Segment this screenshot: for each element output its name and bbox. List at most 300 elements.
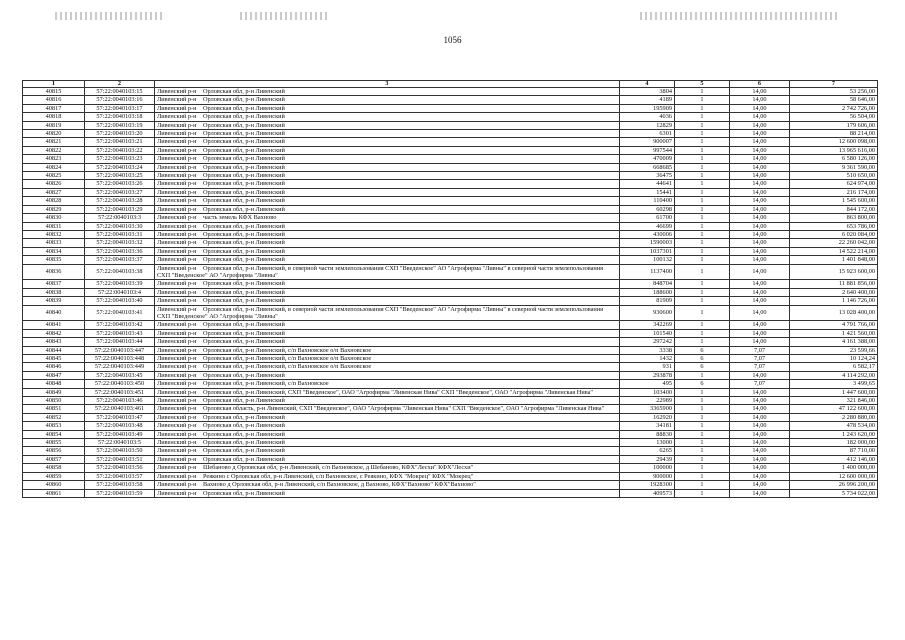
address-text: Орловская область, р-н Ливенский, СХП "Введенское", ОАО "Агрофирма "Ливенская Нива" СХП "Введенское", ОАО "Агрофирма "Ливенская Нива" (203, 405, 605, 413)
value-cell: 12 600 000,00 (790, 472, 878, 480)
address-text: Орловская обл, р-н Ливенский, СХП "Введенское", ОАО "Агрофирма "Ливенская Нива" СХП "Введенское", ОАО "Агрофирма "Ливенская Нива" (203, 388, 593, 396)
district-text: Ливенский р-н (157, 155, 197, 163)
cadastral-number: 57:22:0040103:56 (85, 464, 155, 472)
cadastral-number: 57:22:0040103:46 (85, 397, 155, 405)
category-cell: 1 (675, 405, 730, 413)
area-cell: 4036 (620, 113, 675, 121)
address-text: Орловская обл, р-н Ливенский, с/п Вахновское о/п Вахновское (203, 363, 372, 371)
value-cell: 56 504,00 (790, 113, 878, 121)
district-text: Ливенский р-н (157, 113, 197, 121)
cadastral-number: 57:22:0040103:42 (85, 321, 155, 329)
address-text: Вахново д Орловская обл, р-н Ливенский, с/п Вахновское, д Вахново, КФХ"Вахново" КФХ"Вахново" (203, 481, 476, 489)
value-cell: 2 280 880,00 (790, 413, 878, 421)
category-cell: 1 (675, 280, 730, 288)
address-text: Орловская обл, р-н Ливенский (203, 338, 285, 346)
area-cell: 3338 (620, 346, 675, 354)
location-cell (155, 489, 620, 497)
table-row (23, 355, 878, 363)
district-text: Ливенский р-н (157, 130, 197, 138)
rate-cell: 14,00 (730, 422, 790, 430)
row-number: 40855 (23, 439, 85, 447)
category-cell: 1 (675, 264, 730, 280)
rate-cell: 14,00 (730, 430, 790, 438)
cadastral-number: 57:22:0040103:24 (85, 163, 155, 171)
rate-cell: 14,00 (730, 155, 790, 163)
value-cell: 9 361 590,00 (790, 163, 878, 171)
table-row (23, 288, 878, 296)
rate-cell: 14,00 (730, 230, 790, 238)
cadastral-number: 57:22:0040103:43 (85, 329, 155, 337)
table-row (23, 230, 878, 238)
area-cell: 88830 (620, 430, 675, 438)
area-cell: 6265 (620, 447, 675, 455)
district-text: Ливенский р-н (157, 222, 197, 230)
table-row (23, 371, 878, 379)
row-number: 40850 (23, 397, 85, 405)
address-text: Орловская обл, р-н Ливенский (203, 297, 285, 305)
area-cell: 668685 (620, 163, 675, 171)
cadastral-number: 57:22:0040103:22 (85, 146, 155, 154)
category-cell: 1 (675, 104, 730, 112)
value-cell: 6 020 084,00 (790, 230, 878, 238)
address-text: Орловская обл, р-н Ливенский (203, 104, 285, 112)
area-cell: 297242 (620, 338, 675, 346)
area-cell: 3804 (620, 88, 675, 96)
table-row (23, 430, 878, 438)
cadastral-number: 57:22:0040103:40 (85, 297, 155, 305)
value-cell: 22 260 042,00 (790, 239, 878, 247)
category-cell: 1 (675, 188, 730, 196)
value-cell: 3 499,65 (790, 380, 878, 388)
district-text: Ливенский р-н (157, 481, 197, 489)
land-registry-table (22, 80, 878, 498)
table-row (23, 422, 878, 430)
address-text: Орловская обл, р-н Ливенский (203, 138, 285, 146)
area-cell: 100132 (620, 256, 675, 264)
rate-cell: 14,00 (730, 338, 790, 346)
location-cell (155, 455, 620, 463)
table-row (23, 264, 878, 280)
category-cell: 1 (675, 180, 730, 188)
table-row (23, 163, 878, 171)
address-text: Орловская обл, р-н Ливенский (203, 413, 285, 421)
table-row (23, 88, 878, 96)
area-cell: 495 (620, 380, 675, 388)
address-text: Реякино с Орловская обл, р-н Ливенский, с/п Вахновское, с Реякино, КФХ "Мокрец" КФХ "Мокрец" (203, 472, 474, 480)
row-number: 40827 (23, 188, 85, 196)
rate-cell: 14,00 (730, 188, 790, 196)
cadastral-number: 57:22:0040103:29 (85, 205, 155, 213)
category-cell: 1 (675, 256, 730, 264)
district-text: Ливенский р-н (157, 329, 197, 337)
category-cell: 1 (675, 197, 730, 205)
row-number: 40851 (23, 405, 85, 413)
row-number: 40828 (23, 197, 85, 205)
value-cell: 26 996 200,00 (790, 481, 878, 489)
district-text: Ливенский р-н (157, 422, 197, 430)
category-cell: 1 (675, 121, 730, 129)
rate-cell: 14,00 (730, 329, 790, 337)
category-cell: 1 (675, 481, 730, 489)
rate-cell: 14,00 (730, 121, 790, 129)
row-number: 40830 (23, 214, 85, 222)
category-cell: 1 (675, 439, 730, 447)
value-cell: 510 650,00 (790, 172, 878, 180)
category-cell: 1 (675, 230, 730, 238)
area-cell: 900000 (620, 472, 675, 480)
row-number: 40832 (23, 230, 85, 238)
col-header-3: 3 (155, 81, 620, 88)
cadastral-number: 57:22:0040103:57 (85, 472, 155, 480)
address-text: Орловская обл, р-н Ливенский (203, 188, 285, 196)
location-cell (155, 297, 620, 305)
rate-cell: 14,00 (730, 280, 790, 288)
rate-cell: 14,00 (730, 113, 790, 121)
table-row (23, 121, 878, 129)
table-row (23, 472, 878, 480)
address-text: Орловская обл, р-н Ливенский (203, 239, 285, 247)
category-cell: 1 (675, 146, 730, 154)
district-text: Ливенский р-н (157, 430, 197, 438)
area-cell: 930600 (620, 305, 675, 321)
category-cell: 1 (675, 96, 730, 104)
rate-cell: 7,07 (730, 380, 790, 388)
row-number: 40820 (23, 130, 85, 138)
location-cell (155, 104, 620, 112)
row-number: 40836 (23, 264, 85, 280)
row-number: 40835 (23, 256, 85, 264)
value-cell: 321 846,00 (790, 397, 878, 405)
cadastral-number: 57:22:0040103:3 (85, 214, 155, 222)
area-cell: 103400 (620, 388, 675, 396)
location-cell (155, 397, 620, 405)
col-header-6: 6 (730, 81, 790, 88)
district-text: Ливенский р-н (157, 455, 197, 463)
district-text: Ливенский р-н (157, 472, 197, 480)
table-row (23, 305, 878, 321)
district-text: Ливенский р-н (157, 280, 197, 288)
value-cell: 179 606,00 (790, 121, 878, 129)
col-header-1: 1 (23, 81, 85, 88)
area-cell: 848704 (620, 280, 675, 288)
location-cell (155, 113, 620, 121)
category-cell: 1 (675, 113, 730, 121)
cadastral-number: 57:22:0040103:23 (85, 155, 155, 163)
value-cell: 12 600 098,00 (790, 138, 878, 146)
location-cell (155, 321, 620, 329)
category-cell: 1 (675, 297, 730, 305)
table-row (23, 96, 878, 104)
row-number: 40840 (23, 305, 85, 321)
category-cell: 1 (675, 338, 730, 346)
col-header-2: 2 (85, 81, 155, 88)
rate-cell: 14,00 (730, 146, 790, 154)
location-cell (155, 280, 620, 288)
district-text: Ливенский р-н (157, 297, 197, 305)
area-cell: 162920 (620, 413, 675, 421)
rate-cell: 14,00 (730, 222, 790, 230)
rate-cell: 14,00 (730, 104, 790, 112)
cadastral-number: 57:22:0040103:20 (85, 130, 155, 138)
row-number: 40823 (23, 155, 85, 163)
row-number: 40848 (23, 380, 85, 388)
rate-cell: 14,00 (730, 256, 790, 264)
address-text: Орловская обл, р-н Ливенский (203, 288, 285, 296)
row-number: 40849 (23, 388, 85, 396)
category-cell: 6 (675, 380, 730, 388)
table-row (23, 256, 878, 264)
row-number: 40841 (23, 321, 85, 329)
cadastral-number: 57:22:0040103:38 (85, 264, 155, 280)
address-text: Орловская обл, р-н Ливенский (203, 422, 285, 430)
district-text: Ливенский р-н (157, 96, 197, 104)
location-cell (155, 264, 620, 280)
category-cell: 1 (675, 472, 730, 480)
value-cell: 2 640 400,00 (790, 288, 878, 296)
scan-noise-right (640, 12, 840, 20)
table-row (23, 247, 878, 255)
district-text: Ливенский р-н (157, 413, 197, 421)
rate-cell: 14,00 (730, 297, 790, 305)
value-cell: 182 000,00 (790, 439, 878, 447)
value-cell: 1 146 726,00 (790, 297, 878, 305)
location-cell (155, 180, 620, 188)
table-row (23, 321, 878, 329)
value-cell: 412 146,00 (790, 455, 878, 463)
area-cell: 470009 (620, 155, 675, 163)
table-row (23, 380, 878, 388)
district-text: Ливенский р-н (157, 464, 197, 472)
address-text: Орловская обл, р-н Ливенский (203, 329, 285, 337)
row-number: 40854 (23, 430, 85, 438)
area-cell: 81909 (620, 297, 675, 305)
cadastral-number: 57:22:0040103:450 (85, 380, 155, 388)
row-number: 40825 (23, 172, 85, 180)
value-cell: 653 786,00 (790, 222, 878, 230)
address-text: Орловская обл, р-н Ливенский (203, 430, 285, 438)
rate-cell: 14,00 (730, 455, 790, 463)
category-cell: 1 (675, 447, 730, 455)
table-row (23, 138, 878, 146)
area-cell: 430006 (620, 230, 675, 238)
address-text: Орловская обл, р-н Ливенский, с/п Вахновское о/п Вахновское (203, 346, 372, 354)
category-cell: 1 (675, 430, 730, 438)
district-text: Ливенский р-н (157, 355, 197, 362)
district-text: Ливенский р-н (157, 104, 197, 112)
address-text: Орловская обл, р-н Ливенский (203, 96, 285, 104)
cadastral-number: 57:22:0040103:41 (85, 305, 155, 321)
cadastral-number: 57:22:0040103:16 (85, 96, 155, 104)
address-text: Орловская обл, р-н Ливенский (203, 113, 285, 121)
category-cell: 6 (675, 355, 730, 363)
value-cell: 53 256,00 (790, 88, 878, 96)
header-row (23, 81, 878, 88)
address-text: Орловская обл, р-н Ливенский (203, 489, 285, 497)
category-cell: 1 (675, 455, 730, 463)
district-text: Ливенский р-н (157, 405, 197, 413)
row-number: 40853 (23, 422, 85, 430)
table-row (23, 130, 878, 138)
district-text: Ливенский р-н (157, 489, 197, 497)
category-cell: 1 (675, 155, 730, 163)
row-number: 40829 (23, 205, 85, 213)
district-text: Ливенский р-н (157, 380, 197, 388)
value-cell: 478 534,00 (790, 422, 878, 430)
location-cell (155, 188, 620, 196)
cadastral-number: 57:22:0040103:49 (85, 430, 155, 438)
value-cell: 1 545 600,00 (790, 197, 878, 205)
address-text: Орловская обл, р-н Ливенский (203, 146, 285, 154)
district-text: Ливенский р-н (157, 197, 197, 205)
value-cell: 863 800,00 (790, 214, 878, 222)
location-cell (155, 405, 620, 413)
area-cell: 342269 (620, 321, 675, 329)
category-cell: 1 (675, 239, 730, 247)
rate-cell: 14,00 (730, 239, 790, 247)
table-row (23, 205, 878, 213)
cadastral-number: 57:22:0040103:19 (85, 121, 155, 129)
district-text: Ливенский р-н (157, 447, 197, 455)
area-cell: 110400 (620, 197, 675, 205)
row-number: 40839 (23, 297, 85, 305)
address-text: Орловская обл, р-н Ливенский (203, 163, 285, 171)
location-cell (155, 197, 620, 205)
cadastral-number: 57:22:0040103:50 (85, 447, 155, 455)
category-cell: 1 (675, 464, 730, 472)
district-text: Ливенский р-н (157, 439, 197, 447)
rate-cell: 14,00 (730, 163, 790, 171)
rate-cell: 14,00 (730, 138, 790, 146)
location-cell (155, 305, 620, 321)
row-number: 40817 (23, 104, 85, 112)
table-row (23, 455, 878, 463)
page-number: 1056 (443, 35, 462, 45)
location-cell (155, 447, 620, 455)
area-cell: 44641 (620, 180, 675, 188)
rate-cell: 14,00 (730, 214, 790, 222)
address-text: Орловская обл, р-н Ливенский (203, 155, 285, 163)
address-text: Орловская обл, р-н Ливенский (203, 455, 285, 463)
row-number: 40852 (23, 413, 85, 421)
location-cell (155, 464, 620, 472)
table-row (23, 214, 878, 222)
row-number: 40858 (23, 464, 85, 472)
category-cell: 6 (675, 346, 730, 354)
category-cell: 1 (675, 422, 730, 430)
scan-noise-left (55, 12, 165, 20)
district-text: Ливенский р-н (157, 121, 197, 129)
category-cell: 1 (675, 222, 730, 230)
cadastral-number: 57:22:0040103:27 (85, 188, 155, 196)
rate-cell: 14,00 (730, 288, 790, 296)
rate-cell: 14,00 (730, 205, 790, 213)
district-text: Ливенский р-н (157, 88, 197, 95)
cadastral-number: 57:22:0040103:30 (85, 222, 155, 230)
table-row (23, 197, 878, 205)
rate-cell: 14,00 (730, 464, 790, 472)
rate-cell: 14,00 (730, 180, 790, 188)
area-cell: 409573 (620, 489, 675, 497)
category-cell: 1 (675, 214, 730, 222)
cadastral-number: 57:22:0040103:58 (85, 481, 155, 489)
row-number: 40844 (23, 346, 85, 354)
address-text: Орловская обл, р-н Ливенский, с/п Вахновское о/п Вахновское (203, 355, 372, 362)
district-text: Ливенский р-н (157, 163, 197, 171)
area-cell: 931 (620, 363, 675, 371)
value-cell: 87 710,00 (790, 447, 878, 455)
cadastral-number: 57:22:0040103:45 (85, 371, 155, 379)
table-row (23, 239, 878, 247)
value-cell: 1 400 000,00 (790, 464, 878, 472)
cadastral-number: 57:22:0040103:39 (85, 280, 155, 288)
area-cell: 61700 (620, 214, 675, 222)
rate-cell: 7,07 (730, 363, 790, 371)
table-row (23, 188, 878, 196)
district-text: Ливенский р-н (157, 338, 197, 346)
cadastral-number: 57:22:0040103:21 (85, 138, 155, 146)
location-cell (155, 172, 620, 180)
category-cell: 1 (675, 288, 730, 296)
area-cell: 29439 (620, 455, 675, 463)
location-cell (155, 472, 620, 480)
cadastral-number: 57:22:0040103:37 (85, 256, 155, 264)
address-text: Орловская обл, р-н Ливенский (203, 280, 285, 288)
value-cell: 15 923 600,00 (790, 264, 878, 280)
address-text: Орловская обл, р-н Ливенский (203, 197, 285, 205)
category-cell: 1 (675, 138, 730, 146)
district-text: Ливенский р-н (157, 397, 197, 405)
area-cell: 13000 (620, 439, 675, 447)
table-row (23, 363, 878, 371)
value-cell: 10 124,24 (790, 355, 878, 363)
table-row (23, 280, 878, 288)
address-text: Орловская обл, р-н Ливенский (203, 180, 285, 188)
district-text: Ливенский р-н (157, 180, 197, 188)
value-cell: 4 791 766,00 (790, 321, 878, 329)
category-cell: 1 (675, 247, 730, 255)
value-cell: 624 974,00 (790, 180, 878, 188)
rate-cell: 14,00 (730, 96, 790, 104)
location-cell (155, 338, 620, 346)
value-cell: 88 214,00 (790, 130, 878, 138)
cadastral-number: 57:22:0040103:4 (85, 288, 155, 296)
value-cell: 23 599,66 (790, 346, 878, 354)
category-cell: 1 (675, 88, 730, 96)
value-cell: 6 582,17 (790, 363, 878, 371)
value-cell: 1 421 560,00 (790, 329, 878, 337)
area-cell: 1037301 (620, 247, 675, 255)
category-cell: 1 (675, 305, 730, 321)
address-text: Орловская обл, р-н Ливенский (203, 172, 285, 180)
cadastral-number: 57:22:0040103:461 (85, 405, 155, 413)
cadastral-number: 57:22:0040103:17 (85, 104, 155, 112)
row-number: 40834 (23, 247, 85, 255)
area-cell: 3365900 (620, 405, 675, 413)
location-cell (155, 388, 620, 396)
category-cell: 1 (675, 205, 730, 213)
location-cell (155, 155, 620, 163)
cadastral-number: 57:22:0040103:47 (85, 413, 155, 421)
row-number: 40842 (23, 329, 85, 337)
location-cell (155, 96, 620, 104)
address-text: Орловская обл, р-н Ливенский (203, 121, 285, 129)
address-text: Орловская обл, р-н Ливенский (203, 230, 285, 238)
col-header-5: 5 (675, 81, 730, 88)
value-cell: 4 114 292,00 (790, 371, 878, 379)
table-row (23, 405, 878, 413)
location-cell (155, 355, 620, 363)
rate-cell: 14,00 (730, 88, 790, 96)
